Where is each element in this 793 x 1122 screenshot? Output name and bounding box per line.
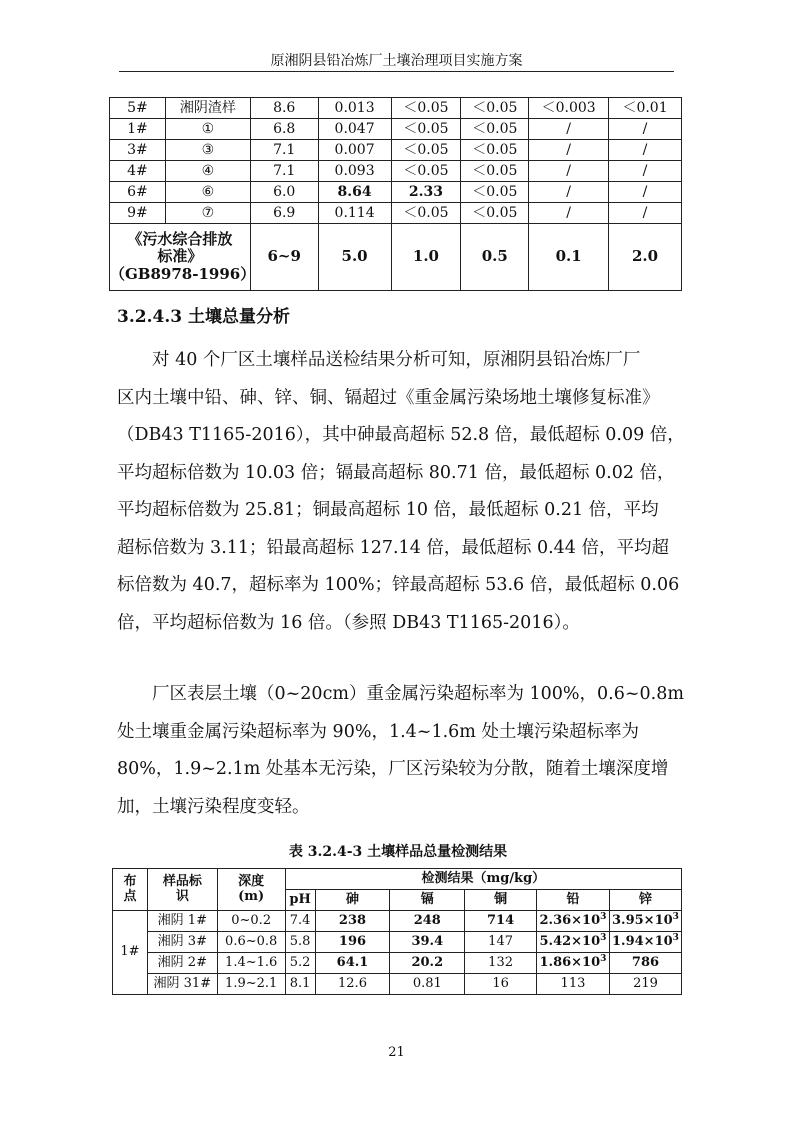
text-line: 平均超标倍数为 10.03 倍；镉最高超标 80.71 倍，最低超标 0.02 倍， <box>117 462 675 483</box>
cell: 5# <box>110 98 166 119</box>
cell: ＜0.05 <box>391 203 461 224</box>
cell: ＜0.05 <box>391 140 461 161</box>
table-row <box>113 911 682 932</box>
cell: / <box>529 140 609 161</box>
soil-results-table <box>112 868 682 995</box>
cell: 238 <box>315 911 390 932</box>
text-line: 处土壤重金属污染超标率为 90%，1.4~1.6m 处土壤污染超标率为 <box>117 721 639 742</box>
cell: ＜0.05 <box>391 119 461 140</box>
cell: 219 <box>609 974 681 995</box>
group-cell: 1# <box>113 911 148 995</box>
cell: ＜0.003 <box>529 98 609 119</box>
cell: 9# <box>110 203 166 224</box>
cell: 5.2 <box>285 953 315 974</box>
col-header-depth: 深度 (m) <box>217 869 285 911</box>
table-row <box>113 953 682 974</box>
cell: 3# <box>110 140 166 161</box>
standard-row <box>110 224 682 291</box>
cell: 0.093 <box>318 161 391 182</box>
table-row <box>113 932 682 953</box>
cell: / <box>609 161 682 182</box>
cell: 6.8 <box>250 119 318 140</box>
cell: 0.013 <box>318 98 391 119</box>
col-header-pb: 铅 <box>536 890 609 911</box>
cell: 8.1 <box>285 974 315 995</box>
standard-label: 《污水综合排放 标准》 （GB8978-1996） <box>110 224 251 291</box>
table-row <box>110 161 682 182</box>
cell: 湘阴 2# <box>147 953 217 974</box>
col-header-point: 布 点 <box>113 869 148 911</box>
cell: ＜0.05 <box>461 119 529 140</box>
cell: 16 <box>465 974 537 995</box>
cell: ＜0.05 <box>461 161 529 182</box>
col-header-zn: 锌 <box>609 890 681 911</box>
running-header: 原湘阴县铅冶炼厂土壤治理项目实施方案 <box>270 53 523 69</box>
cell: 6.9 <box>250 203 318 224</box>
text-line: 平均超标倍数为 25.81；铜最高超标 10 倍，最低超标 0.21 倍，平均 <box>117 500 659 520</box>
cell: 714 <box>465 911 537 932</box>
cell: 湘阴 31# <box>147 974 217 995</box>
cell: 132 <box>465 953 537 974</box>
text-line: 超标倍数为 3.11；铅最高超标 127.14 倍，最低超标 0.44 倍，平均超 <box>117 537 669 558</box>
col-header-sample: 样品标 识 <box>147 869 217 911</box>
cell: 6# <box>110 182 166 203</box>
cell: $1.86\times 10^3$ <box>536 953 609 974</box>
water-discharge-table <box>109 97 682 291</box>
cell: 0.6~0.8 <box>217 932 285 953</box>
cell: / <box>529 161 609 182</box>
cell: 147 <box>465 932 537 953</box>
col-header-as: 砷 <box>315 890 390 911</box>
text-line: （DB43 T1165-2016），其中砷最高超标 52.8 倍，最低超标 0.09 倍， <box>117 425 685 445</box>
depth-paragraph <box>117 676 684 826</box>
page-number: 21 <box>388 1045 405 1060</box>
cell: 7.4 <box>285 911 315 932</box>
cell: ＜0.05 <box>461 140 529 161</box>
cell: 4# <box>110 161 166 182</box>
cell: ⑥ <box>165 182 250 203</box>
cell: ＜0.05 <box>391 98 461 119</box>
text-line: 加，土壤污染程度变轻。 <box>117 796 310 817</box>
col-header-results: 检测结果（mg/kg） <box>285 869 681 890</box>
cell: 786 <box>609 953 681 974</box>
cell: 1# <box>110 119 166 140</box>
cell: 6.0 <box>250 182 318 203</box>
cell: 7.1 <box>250 161 318 182</box>
cell: 248 <box>390 911 465 932</box>
cell: ④ <box>165 161 250 182</box>
cell: 1.4~1.6 <box>217 953 285 974</box>
section-heading: 3.2.4.3 土壤总量分析 <box>117 307 290 327</box>
cell: 0.81 <box>390 974 465 995</box>
cell: ＜0.05 <box>461 182 529 203</box>
cell: 20.2 <box>390 953 465 974</box>
cell: / <box>609 182 682 203</box>
cell: ③ <box>165 140 250 161</box>
cell: $2.36\times 10^3$ <box>536 911 609 932</box>
cell: / <box>529 119 609 140</box>
cell: 39.4 <box>390 932 465 953</box>
cell: / <box>609 140 682 161</box>
cell: 113 <box>536 974 609 995</box>
cell: 0.1 <box>529 224 609 291</box>
cell: 湘阴 1# <box>147 911 217 932</box>
cell: 0.047 <box>318 119 391 140</box>
cell: $3.95\times 10^3$ <box>609 911 681 932</box>
cell: ＜0.05 <box>461 98 529 119</box>
col-header-ph: pH <box>285 890 315 911</box>
cell: 0~0.2 <box>217 911 285 932</box>
table-row <box>110 119 682 140</box>
cell: 8.6 <box>250 98 318 119</box>
table-row <box>113 974 682 995</box>
cell: 2.0 <box>609 224 682 291</box>
cell: 0.5 <box>461 224 529 291</box>
cell: 1.0 <box>391 224 461 291</box>
col-header-cu: 铜 <box>465 890 537 911</box>
cell: 7.1 <box>250 140 318 161</box>
cell: 196 <box>315 932 390 953</box>
cell: 1.9~2.1 <box>217 974 285 995</box>
cell: 5.0 <box>318 224 391 291</box>
cell: 5.8 <box>285 932 315 953</box>
header-row <box>113 869 682 890</box>
table-row <box>110 98 682 119</box>
cell: / <box>609 203 682 224</box>
cell: 12.6 <box>315 974 390 995</box>
cell: / <box>609 119 682 140</box>
cell: ＜0.05 <box>461 203 529 224</box>
text-line: 标倍数为 40.7，超标率为 100%；锌最高超标 53.6 倍，最低超标 0.06 <box>117 575 680 595</box>
cell: / <box>529 182 609 203</box>
cell: $1.94\times 10^3$ <box>609 932 681 953</box>
text-line: 厂区表层土壤（0~20cm）重金属污染超标率为 100%，0.6~0.8m <box>152 684 684 704</box>
cell: ⑦ <box>165 203 250 224</box>
text-line: 对 40 个厂区土壤样品送检结果分析可知，原湘阴县铅冶炼厂厂 <box>152 350 641 370</box>
cell: 64.1 <box>315 953 390 974</box>
cell: $5.42\times 10^3$ <box>536 932 609 953</box>
cell: 8.64 <box>318 182 391 203</box>
cell: 2.33 <box>391 182 461 203</box>
cell: 0.007 <box>318 140 391 161</box>
cell: 6~9 <box>250 224 318 291</box>
table-row <box>110 140 682 161</box>
header-divider <box>119 71 674 72</box>
text-line: 区内土壤中铅、砷、锌、铜、镉超过《重金属污染场地土壤修复标准》 <box>117 387 660 408</box>
table-row <box>110 182 682 203</box>
cell: 0.114 <box>318 203 391 224</box>
cell: ＜0.01 <box>609 98 682 119</box>
cell: ① <box>165 119 250 140</box>
analysis-paragraph <box>117 342 685 642</box>
table-row <box>110 203 682 224</box>
text-line: 80%，1.9~2.1m 处基本无污染，厂区污染较为分散，随着土壤深度增 <box>117 759 669 779</box>
col-header-cd: 镉 <box>390 890 465 911</box>
cell: / <box>529 203 609 224</box>
cell: ＜0.05 <box>391 161 461 182</box>
table-caption: 表 3.2.4-3 土壤样品总量检测结果 <box>288 844 508 860</box>
cell: 湘阴渣样 <box>165 98 250 119</box>
text-line: 倍，平均超标倍数为 16 倍。（参照 DB43 T1165-2016）。 <box>117 612 580 633</box>
cell: 湘阴 3# <box>147 932 217 953</box>
